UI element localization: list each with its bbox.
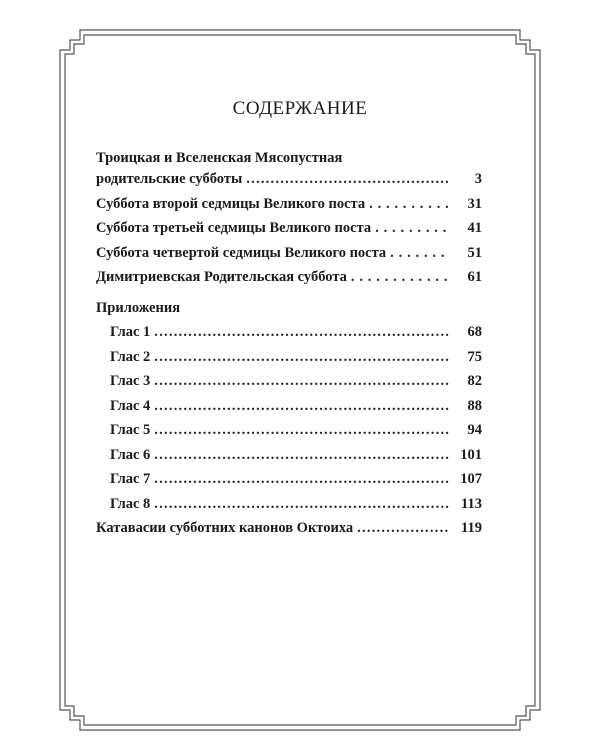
dot-leader: [154, 422, 450, 439]
appendix-heading-row: [96, 300, 482, 325]
dot-leader: [246, 171, 450, 188]
toc-entry: [96, 520, 482, 545]
toc-entry-text: Суббота второй седмицы Великого поста: [96, 195, 366, 212]
toc-entry: [96, 269, 482, 294]
toc-page-number: 31: [467, 195, 482, 212]
dot-leader: [351, 269, 450, 286]
toc-entry-text: Глас 3: [110, 373, 151, 389]
appendix-heading: Приложения: [96, 299, 181, 316]
toc-entry-text: родительские субботы: [96, 171, 243, 187]
toc-entry-text: Глас 8: [110, 495, 151, 512]
toc-entry: [96, 447, 482, 472]
toc-entry: [96, 471, 482, 496]
dot-leader: [390, 245, 450, 262]
toc-page-number: 107: [460, 471, 482, 487]
dot-leader: [154, 349, 450, 366]
toc-entry-text: Глас 4: [110, 397, 151, 414]
toc-entry-text: Глас 2: [110, 348, 151, 365]
dot-leader: [375, 220, 450, 237]
toc-entry: [96, 422, 482, 447]
dot-leader: [154, 471, 450, 488]
page-title: СОДЕРЖАНИЕ: [232, 98, 368, 119]
toc-entry-text: Троицкая и Вселенская Мясопустная: [96, 150, 343, 166]
toc-entry: [96, 324, 482, 349]
toc-entry: [96, 245, 482, 270]
toc-page-number: 113: [461, 495, 482, 512]
toc-page-number: 119: [461, 520, 482, 536]
dot-leader: [154, 373, 450, 390]
toc-entry-text: Димитриевская Родительская суббота: [96, 269, 347, 285]
toc-page-number: 68: [467, 324, 482, 340]
toc-entry: [96, 171, 482, 196]
dot-leader: [154, 324, 450, 341]
toc-page-number: 41: [467, 220, 482, 236]
dot-leader: [357, 520, 450, 537]
dot-leader: [154, 496, 450, 513]
dot-leader: [154, 398, 450, 415]
toc-entry: [96, 496, 482, 521]
toc-entry-text: Глас 7: [110, 471, 151, 487]
toc-entry: [96, 398, 482, 423]
table-of-contents: [96, 150, 482, 545]
toc-page-number: 51: [467, 244, 482, 261]
toc-page-number: 75: [467, 348, 482, 365]
dot-leader: [154, 447, 450, 464]
toc-page-number: 101: [460, 446, 482, 463]
toc-entry: [96, 220, 482, 245]
toc-page-number: 61: [467, 269, 482, 285]
toc-entry: [96, 349, 482, 374]
toc-page-number: 3: [474, 171, 482, 187]
toc-page-number: 88: [467, 397, 482, 414]
toc-entry-text: Катавасии субботних канонов Октоиха: [96, 520, 354, 536]
toc-page-number: 94: [467, 422, 482, 438]
toc-entry-text: Глас 1: [110, 324, 151, 340]
dot-leader: [369, 196, 450, 213]
toc-page-number: 82: [467, 373, 482, 389]
toc-entry-first-line: [96, 150, 482, 171]
toc-entry: [96, 373, 482, 398]
toc-entry-text: Суббота третьей седмицы Великого поста: [96, 220, 372, 236]
toc-entry-text: Глас 6: [110, 446, 151, 463]
toc-entry: [96, 196, 482, 221]
toc-entry-text: Глас 5: [110, 422, 151, 438]
toc-entry-text: Суббота четвертой седмицы Великого поста: [96, 244, 387, 261]
